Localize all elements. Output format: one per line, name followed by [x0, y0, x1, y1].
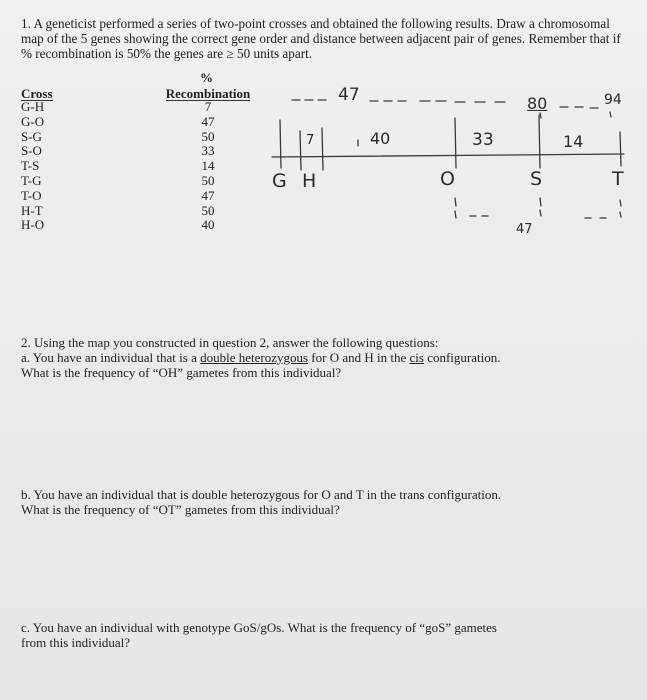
map-label-94: 94: [604, 92, 622, 108]
gene-label-S: S: [530, 168, 543, 190]
table-row: H-O: [21, 217, 45, 233]
map-label-40: 40: [370, 129, 391, 148]
question-1-part2: 50 units apart.: [233, 46, 313, 61]
underlined-cis: cis: [409, 350, 424, 365]
map-label-47-top: 47: [338, 85, 360, 105]
table-row: T-O: [21, 187, 42, 203]
percent-header: %: [200, 70, 213, 85]
table-row: G-H: [21, 99, 45, 114]
table-row: S-G: [21, 128, 42, 144]
table-row: T-S: [21, 158, 40, 174]
question-2a-line1: a. You have an individual that is a double heterozygous for O and H in the cis configuration.: [21, 350, 501, 365]
question-2c: [21, 620, 621, 650]
table-row: H-T: [21, 202, 43, 218]
recombination-header: Recombination: [165, 86, 251, 101]
map-label-47-bottom: 47: [516, 222, 533, 237]
table-cell: 50: [201, 202, 215, 218]
table-cell: 50: [201, 172, 215, 188]
table-row: S-O: [21, 143, 42, 159]
table-row: G-O: [21, 113, 45, 129]
map-label-14: 14: [563, 132, 584, 151]
table-cell: 47: [201, 113, 215, 129]
question-2b: [21, 487, 621, 517]
question-2a-line2: What is the frequency of “OH” gametes from this individual?: [21, 365, 342, 380]
question-2b-line2: What is the frequency of “OT” gametes from this individual?: [21, 502, 340, 517]
map-label-80: 80: [527, 94, 548, 113]
question-2c-line2: from this individual?: [21, 635, 131, 650]
cross-header: Cross: [21, 86, 53, 101]
gene-label-T: T: [612, 168, 624, 190]
question-1-part1: 1. A geneticist performed a series of two-point crosses and obtained the following results. Draw a chromosomal map of the 5 genes showing the correct gene order and distance between adjacent pair of genes. Remember that if % recombination is 50% the genes are: [21, 16, 621, 61]
table-cell: 50: [201, 128, 215, 144]
question-2b-line1: b. You have an individual that is double heterozygous for O and T in the trans configuration.: [21, 487, 502, 502]
table-row: T-G: [21, 172, 42, 188]
underlined-double-heterozygous: double heterozygous: [200, 350, 309, 365]
question-2: [21, 335, 621, 380]
table-cell: 33: [201, 143, 215, 159]
question-2c-line1: c. You have an individual with genotype GoS/gOs. What is the frequency of “goS” gametes: [21, 620, 497, 635]
gene-label-H: H: [302, 170, 317, 192]
greater-equal-symbol: ≥: [226, 46, 234, 61]
gene-label-O: O: [440, 168, 455, 190]
map-label-33: 33: [472, 130, 494, 150]
table-cell: 14: [201, 158, 215, 174]
question-2-intro: 2. Using the map you constructed in question 2, answer the following questions:: [21, 335, 439, 350]
table-cell: 40: [201, 217, 215, 233]
map-label-7: 7: [306, 133, 315, 148]
table-cell: 47: [201, 187, 215, 203]
gene-label-G: G: [272, 170, 287, 192]
table-cell: 7: [204, 99, 212, 114]
